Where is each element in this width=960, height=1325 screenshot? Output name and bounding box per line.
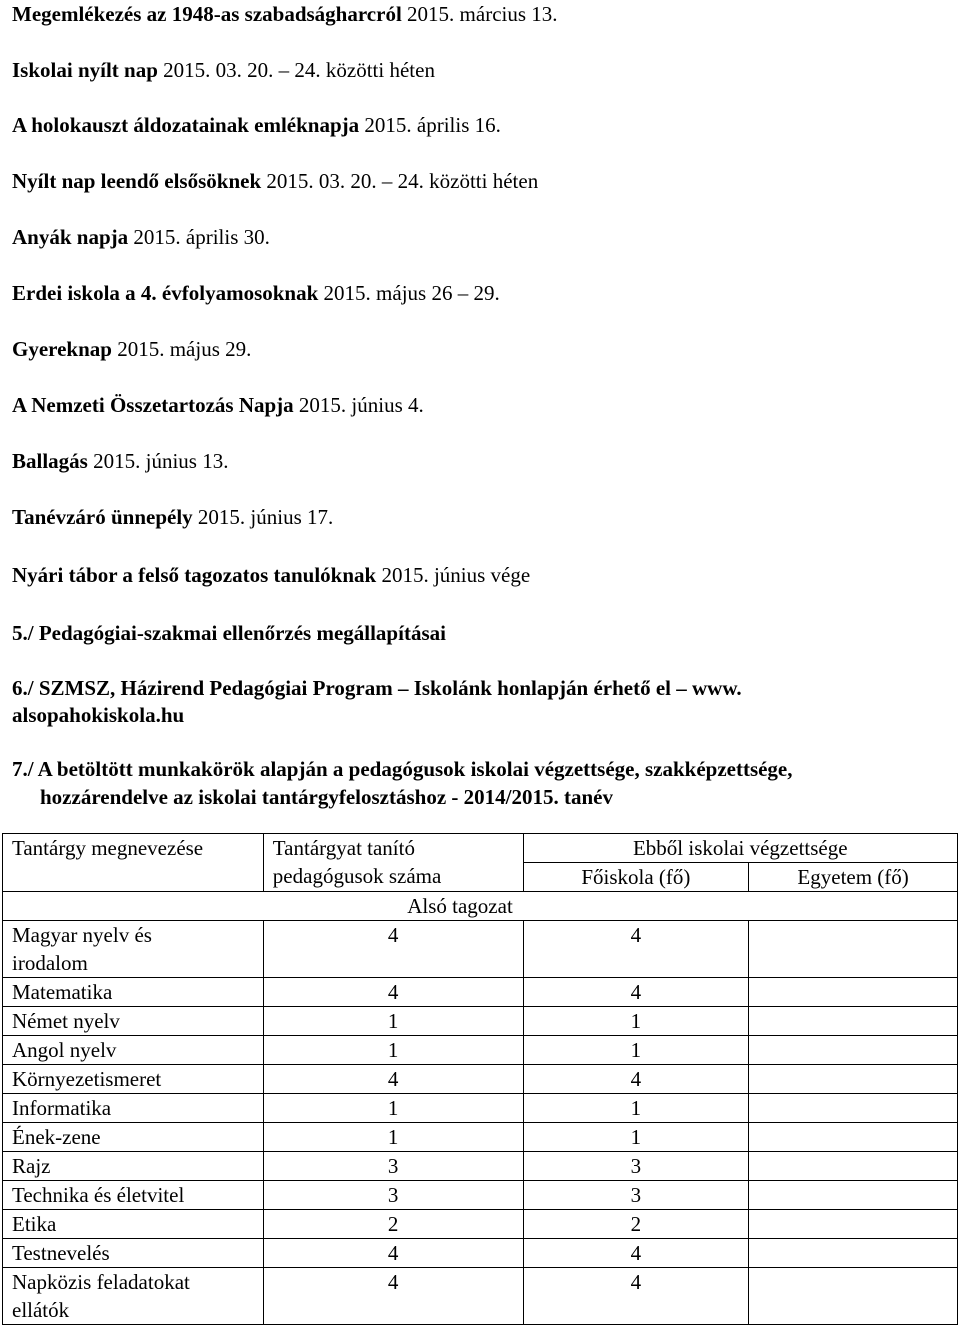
university-cell — [749, 1007, 958, 1036]
college-cell: 3 — [523, 1181, 749, 1210]
table-row — [3, 1210, 958, 1239]
event-line — [12, 393, 424, 417]
university-cell — [749, 1181, 958, 1210]
table-row — [3, 1065, 958, 1094]
event-date: 2015. június 17. — [192, 505, 334, 529]
event-title: Tanévzáró ünnepély — [12, 505, 193, 529]
table-row — [3, 1123, 958, 1152]
event-title: Nyílt nap leendő elsősöknek — [12, 169, 262, 193]
teachers-cell: 3 — [263, 1152, 523, 1181]
event-title: Ballagás — [12, 449, 88, 473]
subject-cell: Etika — [3, 1210, 264, 1239]
college-cell: 1 — [523, 1123, 749, 1152]
teachers-cell: 4 — [263, 978, 523, 1007]
subject-cell: Rajz — [3, 1152, 264, 1181]
event-date: 2015. április 16. — [359, 113, 501, 137]
teachers-cell: 2 — [263, 1210, 523, 1239]
event-line — [12, 169, 538, 193]
subject-cell: Angol nyelv — [3, 1036, 264, 1065]
teachers-cell: 4 — [263, 1268, 523, 1325]
event-date: 2015. május 29. — [111, 337, 252, 361]
event-line — [12, 505, 333, 529]
university-cell — [749, 1094, 958, 1123]
subject-cell: Ének-zene — [3, 1123, 264, 1152]
event-title: A Nemzeti Összetartozás Napja — [12, 393, 294, 417]
teachers-cell: 1 — [263, 1007, 523, 1036]
university-cell — [749, 978, 958, 1007]
college-cell: 1 — [523, 1007, 749, 1036]
college-cell: 4 — [523, 921, 749, 978]
subject-line1: Napközis feladatokat — [12, 1270, 190, 1294]
subject-cell — [3, 921, 264, 978]
event-title: Erdei iskola a 4. évfolyamosoknak — [12, 281, 319, 305]
event-title: Gyereknap — [12, 337, 112, 361]
subject-cell: Technika és életvitel — [3, 1181, 264, 1210]
college-cell: 3 — [523, 1152, 749, 1181]
table-header-row — [3, 834, 958, 863]
section-6-heading: 6./ SZMSZ, Házirend Pedagógiai Program – Iskolánk honlapján érhető el – www. — [12, 676, 742, 700]
header-college: Főiskola (fő) — [523, 863, 749, 892]
subject-cell: Informatika — [3, 1094, 264, 1123]
header-education: Ebből iskolai végzettsége — [523, 834, 957, 863]
event-line — [12, 281, 500, 305]
university-cell — [749, 1123, 958, 1152]
table-row — [3, 1007, 958, 1036]
event-date: 2015. június 13. — [87, 449, 229, 473]
event-title: Anyák napja — [12, 225, 129, 249]
header-teachers-line1: Tantárgyat tanító — [272, 836, 415, 860]
event-line — [12, 337, 251, 361]
event-date: 2015. március 13. — [401, 2, 558, 26]
staff-table — [2, 833, 958, 1325]
teachers-cell: 4 — [263, 1065, 523, 1094]
university-cell — [749, 1210, 958, 1239]
teachers-cell: 1 — [263, 1123, 523, 1152]
event-line — [12, 225, 270, 249]
table-row — [3, 1036, 958, 1065]
event-date: 2015. április 30. — [128, 225, 270, 249]
event-line — [12, 2, 558, 26]
teachers-cell: 4 — [263, 1239, 523, 1268]
college-cell: 4 — [523, 1239, 749, 1268]
section-7-subheading: hozzárendelve az iskolai tantárgyfelosztáshoz - 2014/2015. tanév — [40, 785, 613, 809]
event-line — [12, 449, 228, 473]
section-5-heading: 5./ Pedagógiai-szakmai ellenőrzés megállapításai — [12, 621, 446, 645]
college-cell: 4 — [523, 978, 749, 1007]
event-line — [12, 563, 530, 587]
college-cell: 4 — [523, 1268, 749, 1325]
table-row — [3, 1152, 958, 1181]
event-line — [12, 58, 435, 82]
table-row — [3, 1239, 958, 1268]
table-row — [3, 1094, 958, 1123]
teachers-cell: 1 — [263, 1094, 523, 1123]
subject-line1: Magyar nyelv és — [12, 923, 152, 947]
event-date: 2015. május 26 – 29. — [318, 281, 500, 305]
event-date: 2015. június 4. — [293, 393, 424, 417]
college-cell: 1 — [523, 1094, 749, 1123]
subject-cell: Testnevelés — [3, 1239, 264, 1268]
table-row — [3, 1181, 958, 1210]
college-cell: 1 — [523, 1036, 749, 1065]
event-line — [12, 113, 501, 137]
event-date: 2015. 03. 20. – 24. közötti héten — [157, 58, 435, 82]
table-group-row — [3, 892, 958, 921]
university-cell — [749, 1152, 958, 1181]
group-label: Alsó tagozat — [3, 892, 958, 921]
section-7-heading: 7./ A betöltött munkakörök alapján a pedagógusok iskolai végzettsége, szakképzettsége, — [12, 757, 793, 781]
event-title: Megemlékezés az 1948-as szabadságharcról — [12, 2, 402, 26]
table-row — [3, 978, 958, 1007]
subject-cell: Környezetismeret — [3, 1065, 264, 1094]
subject-line2: irodalom — [12, 951, 88, 975]
header-university: Egyetem (fő) — [749, 863, 958, 892]
university-cell — [749, 1239, 958, 1268]
event-title: Nyári tábor a felső tagozatos tanulóknak — [12, 563, 377, 587]
teachers-cell: 4 — [263, 921, 523, 978]
university-cell — [749, 1036, 958, 1065]
college-cell: 2 — [523, 1210, 749, 1239]
university-cell — [749, 921, 958, 978]
subject-cell: Matematika — [3, 978, 264, 1007]
header-teachers — [263, 834, 523, 892]
event-title: A holokauszt áldozatainak emléknapja — [12, 113, 360, 137]
header-subject: Tantárgy megnevezése — [3, 834, 264, 892]
subject-cell: Német nyelv — [3, 1007, 264, 1036]
event-title: Iskolai nyílt nap — [12, 58, 158, 82]
teachers-cell: 3 — [263, 1181, 523, 1210]
event-date: 2015. június vége — [376, 563, 531, 587]
university-cell — [749, 1065, 958, 1094]
header-teachers-line2: pedagógusok száma — [272, 864, 442, 888]
subject-line2: ellátók — [12, 1298, 70, 1322]
section-6-link[interactable]: alsopahokiskola.hu — [12, 703, 185, 727]
event-date: 2015. 03. 20. – 24. közötti héten — [261, 169, 539, 193]
table-row — [3, 921, 958, 978]
college-cell: 4 — [523, 1065, 749, 1094]
teachers-cell: 1 — [263, 1036, 523, 1065]
